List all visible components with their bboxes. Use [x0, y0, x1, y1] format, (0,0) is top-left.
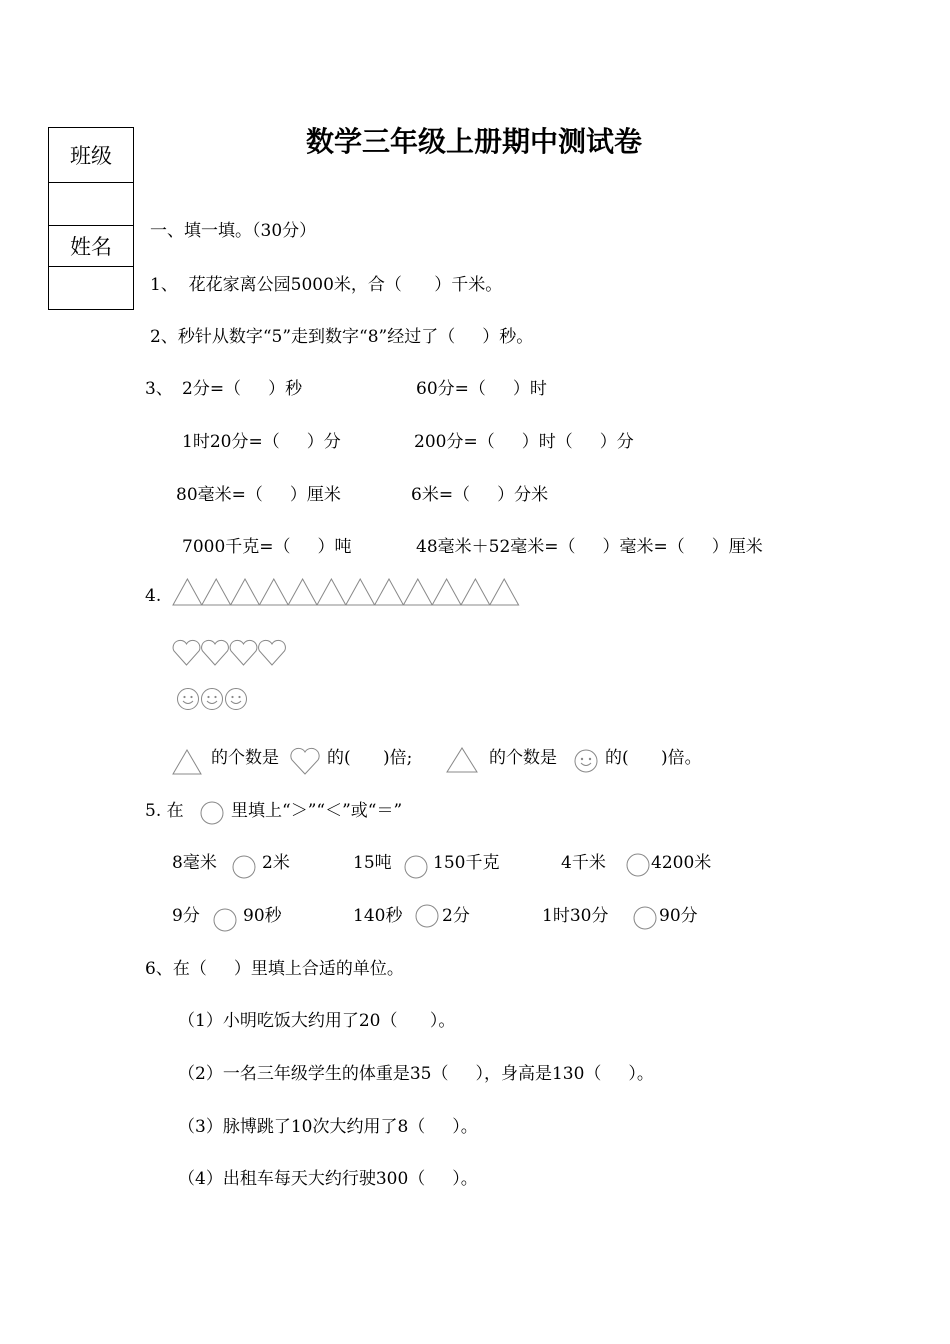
- q4-text: 的个数是: [211, 748, 279, 768]
- heart-row: [172, 638, 292, 668]
- heart-icon: [259, 640, 286, 665]
- answer-circle[interactable]: [403, 854, 429, 880]
- class-label: 班级: [49, 128, 134, 183]
- q3-item: 200分=（ ）时（ ）分: [414, 432, 634, 452]
- q4-text: 的( )倍;: [327, 748, 413, 768]
- triangle-icon: [173, 579, 202, 605]
- question-5-number: 5. 在: [145, 801, 184, 821]
- page-title: 数学三年级上册期中测试卷: [306, 125, 643, 158]
- smiley-icon: [202, 689, 223, 710]
- q5-item: 4千米: [561, 853, 606, 873]
- answer-circle[interactable]: [414, 903, 440, 929]
- triangle-row: [172, 578, 520, 606]
- q4-text: 的个数是: [489, 748, 557, 768]
- q5-item: 90秒: [243, 906, 282, 926]
- q5-item: 90分: [659, 906, 698, 926]
- answer-circle[interactable]: [231, 854, 257, 880]
- heart-icon: [289, 746, 321, 776]
- answer-circle[interactable]: [212, 907, 238, 933]
- heart-icon: [173, 640, 200, 665]
- q3-item: 1时20分=（ ）分: [182, 432, 341, 452]
- smiley-row: [176, 687, 252, 713]
- triangle-icon: [172, 749, 202, 775]
- smiley-icon: [226, 689, 247, 710]
- question-2: 2、秒针从数字“5”走到数字“8”经过了（ ）秒。: [150, 327, 534, 347]
- q5-item: 2分: [442, 906, 470, 926]
- q3-item: 80毫米=（ ）厘米: [176, 485, 341, 505]
- triangle-icon: [317, 579, 346, 605]
- triangle-icon: [346, 579, 375, 605]
- q5-item: 2米: [262, 853, 290, 873]
- class-field[interactable]: [49, 183, 134, 226]
- triangle-icon: [231, 579, 260, 605]
- name-field[interactable]: [49, 267, 134, 310]
- q6-item: （1）小明吃饭大约用了20（ ）。: [178, 1011, 456, 1031]
- question-3-number: 3、: [145, 379, 173, 399]
- q6-item: （2）一名三年级学生的体重是35（ ），身高是130（ ）。: [178, 1064, 654, 1084]
- smiley-icon: [573, 748, 599, 774]
- q5-item: 15吨: [353, 853, 392, 873]
- heart-icon: [202, 640, 229, 665]
- q3-item: 7000千克=（ ）吨: [182, 537, 352, 557]
- triangle-icon: [375, 579, 404, 605]
- answer-circle[interactable]: [632, 905, 658, 931]
- question-6-heading: 6、在（ ）里填上合适的单位。: [145, 959, 404, 979]
- triangle-icon: [403, 579, 432, 605]
- q3-item: 48毫米＋52毫米=（ ）毫米=（ ）厘米: [416, 537, 763, 557]
- triangle-icon: [490, 579, 519, 605]
- triangle-icon: [259, 579, 288, 605]
- triangle-icon: [288, 579, 317, 605]
- q3-item: 60分=（ ）时: [416, 379, 547, 399]
- q6-item: （4）出租车每天大约行驶300（ ）。: [178, 1169, 478, 1189]
- triangle-icon: [461, 579, 490, 605]
- question-1: 1、 花花家离公园5000米，合（ ）千米。: [150, 275, 503, 295]
- q5-item: 150千克: [433, 853, 500, 873]
- q5-item: 8毫米: [172, 853, 217, 873]
- smiley-icon: [178, 689, 199, 710]
- section-heading: 一、填一填。（30分）: [150, 221, 317, 241]
- q5-item: 140秒: [353, 906, 403, 926]
- heart-icon: [230, 640, 257, 665]
- answer-circle[interactable]: [199, 800, 225, 826]
- class-name-box: [48, 127, 134, 310]
- q5-instruction: 里填上“＞”“＜”或“＝”: [231, 801, 403, 821]
- q4-text: 的( )倍。: [605, 748, 702, 768]
- q5-item: 4200米: [651, 853, 712, 873]
- q5-item: 9分: [172, 906, 200, 926]
- triangle-icon: [446, 747, 478, 773]
- question-4-number: 4.: [145, 586, 162, 606]
- q3-item: 2分=（ ）秒: [182, 379, 303, 399]
- triangle-icon: [432, 579, 461, 605]
- q3-item: 6米=（ ）分米: [411, 485, 549, 505]
- name-label: 姓名: [49, 226, 134, 267]
- q6-item: （3）脉博跳了10次大约用了8（ ）。: [178, 1117, 478, 1137]
- triangle-icon: [202, 579, 231, 605]
- q5-item: 1时30分: [542, 906, 609, 926]
- answer-circle[interactable]: [625, 852, 651, 878]
